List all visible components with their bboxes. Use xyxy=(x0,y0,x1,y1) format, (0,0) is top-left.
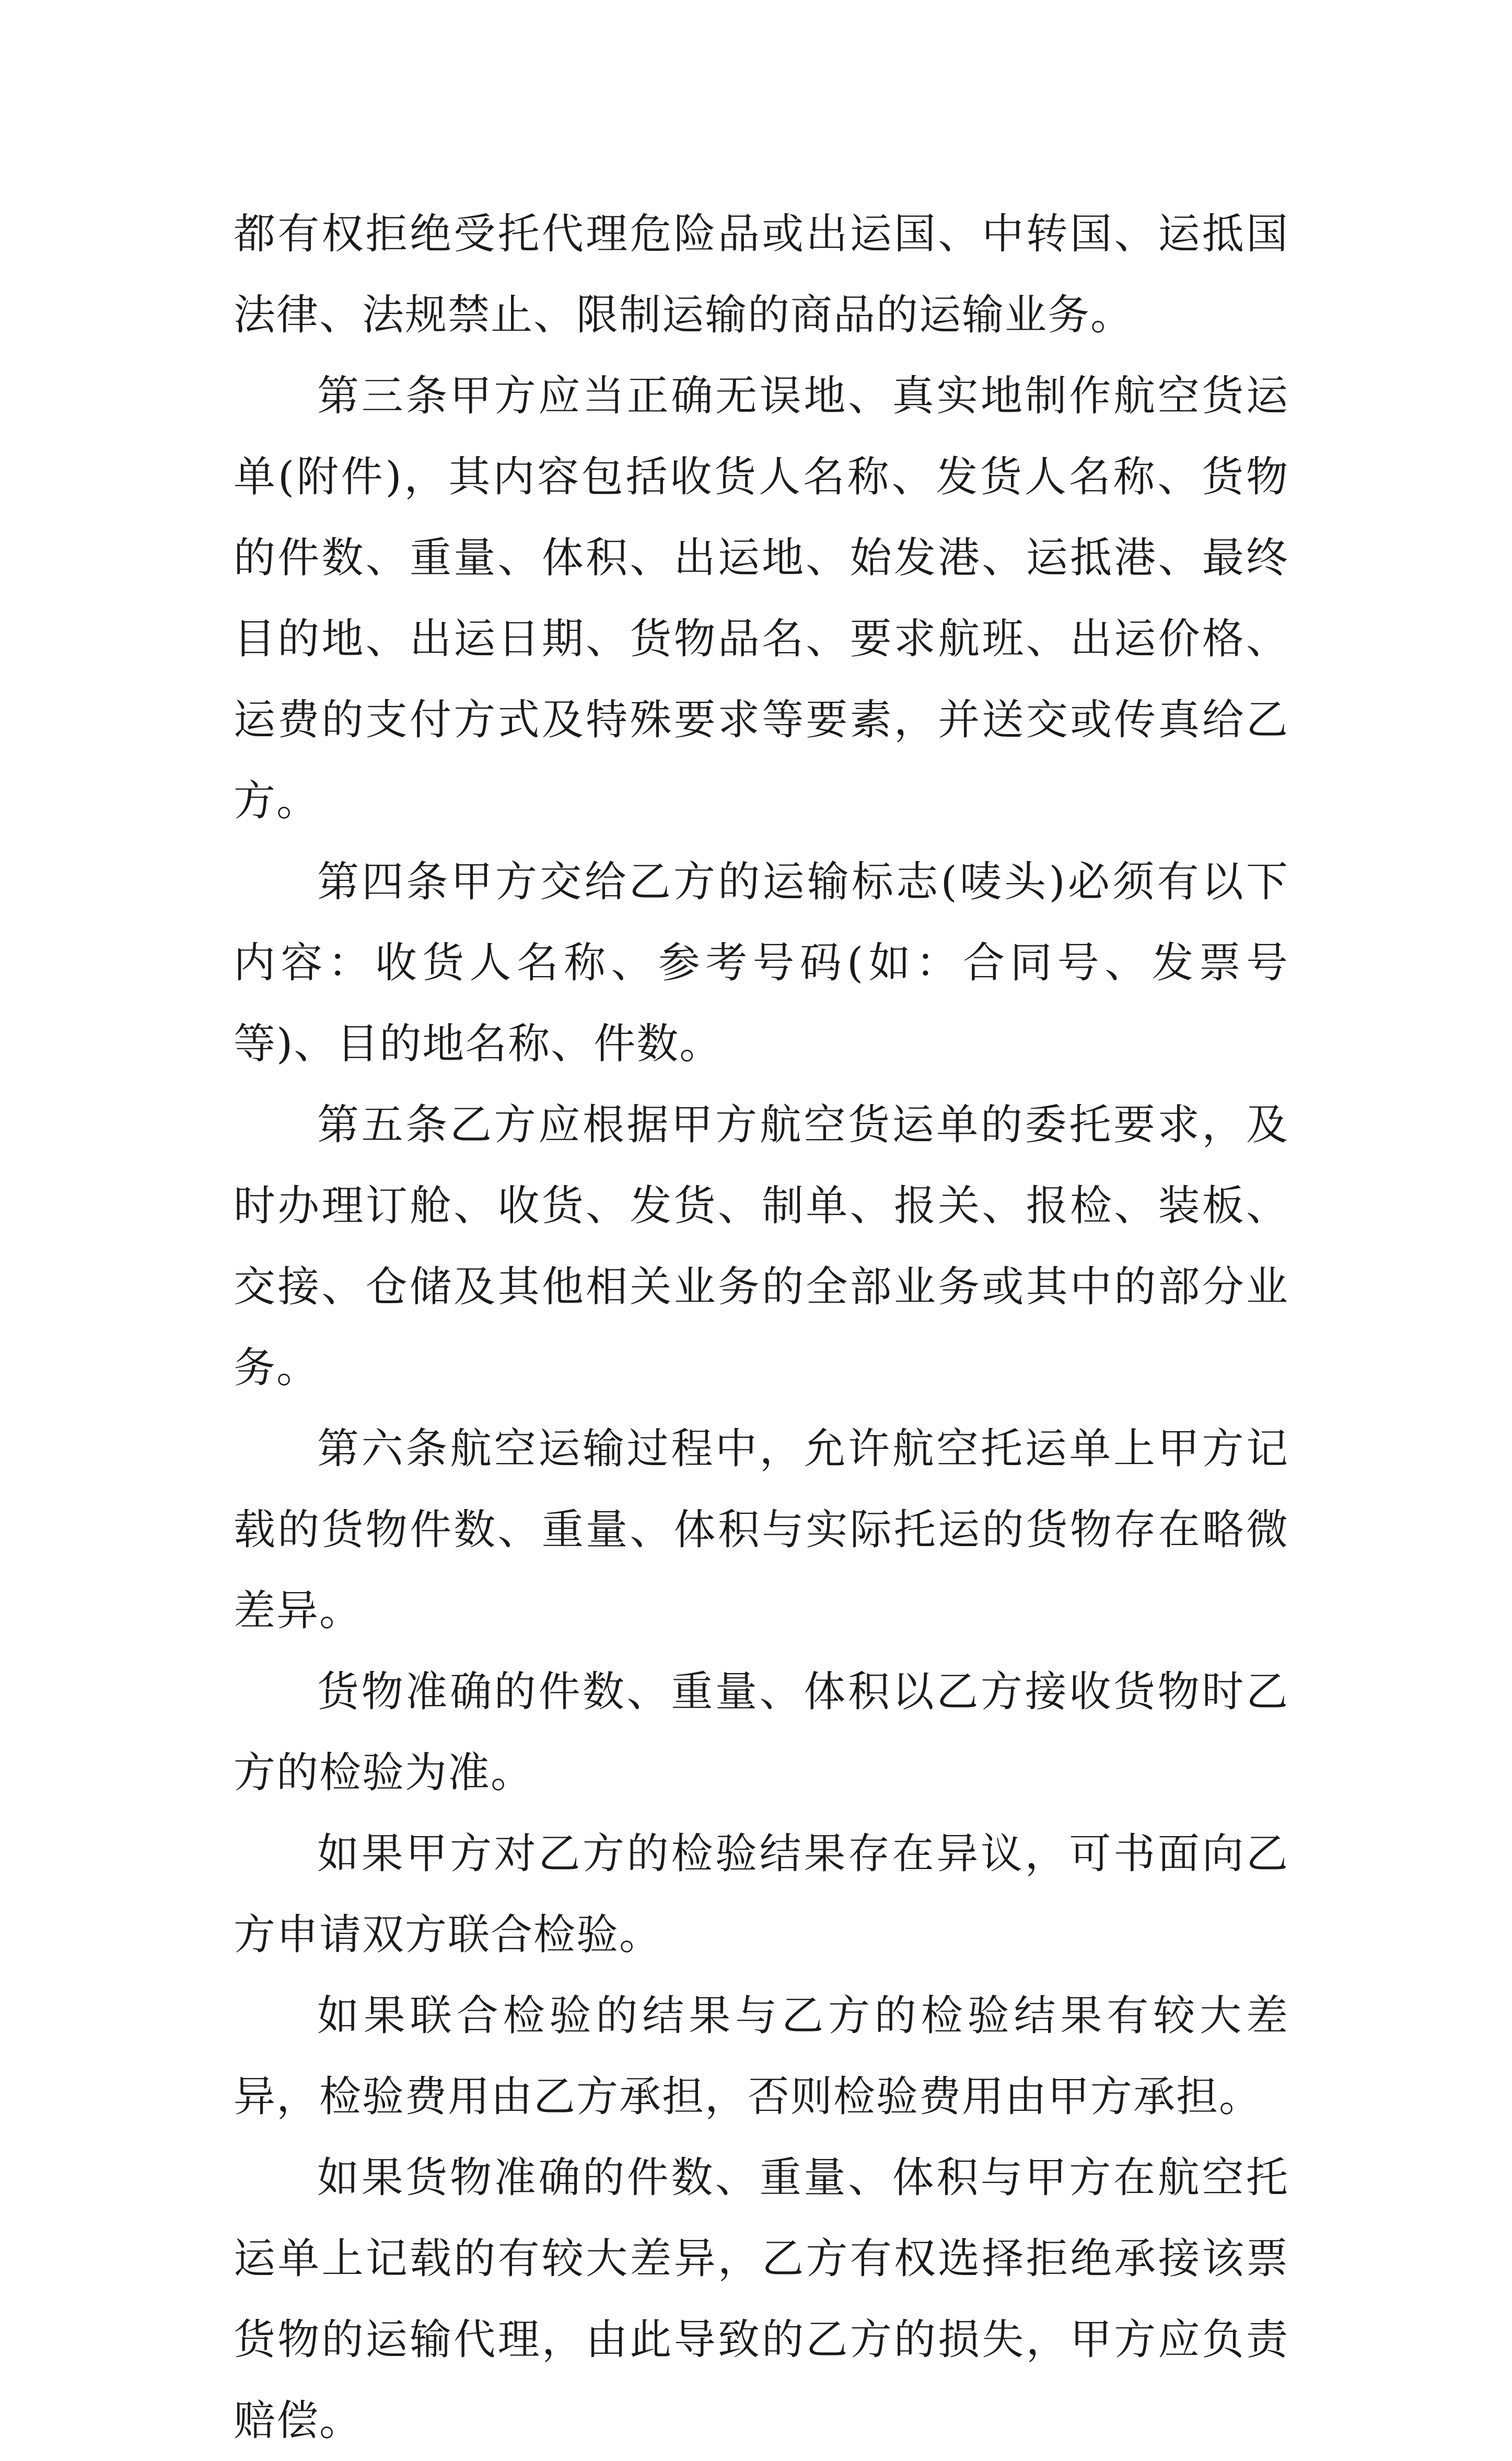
paragraph-discrepancy: 如果货物准确的件数、重量、体积与甲方在航空托运单上记载的有较大差异，乙方有权选择拒绝承接该票货物的运输代理，由此导致的乙方的损失，甲方应负责赔偿。 xyxy=(234,2153,1289,2445)
paragraph-inspection-fee: 如果联合检验的结果与乙方的检验结果有较大差异，检验费用由乙方承担，否则检验费用由甲方承担。 xyxy=(234,1991,1289,2121)
paragraph-article-6: 第六条航空运输过程中，允许航空托运单上甲方记载的货物件数、重量、体积与实际托运的货物存在略微差异。 xyxy=(234,1424,1289,1635)
paragraph-article-4: 第四条甲方交给乙方的运输标志(唛头)必须有以下内容：收货人名称、参考号码(如：合同号、发票号等)、目的地名称、件数。 xyxy=(234,857,1289,1068)
paragraph-joint-inspection: 如果甲方对乙方的检验结果存在异议，可书面向乙方申请双方联合检验。 xyxy=(234,1829,1289,1959)
document-body xyxy=(234,193,1289,2461)
paragraph-continuation: 都有权拒绝受托代理危险品或出运国、中转国、运抵国法律、法规禁止、限制运输的商品的运输业务。 xyxy=(234,210,1289,339)
paragraph-inspection-standard: 货物准确的件数、重量、体积以乙方接收货物时乙方的检验为准。 xyxy=(234,1667,1289,1797)
paragraph-article-3: 第三条甲方应当正确无误地、真实地制作航空货运单(附件)，其内容包括收货人名称、发货人名称、货物的件数、重量、体积、出运地、始发港、运抵港、最终目的地、出运日期、货物品名、要求航班、出运价格、运费的支付方式及特殊要求等要素，并送交或传真给乙方。 xyxy=(234,372,1289,825)
paragraph-article-5: 第五条乙方应根据甲方航空货运单的委托要求，及时办理订舱、收货、发货、制单、报关、报检、装板、交接、仓储及其他相关业务的全部业务或其中的部分业务。 xyxy=(234,1100,1289,1392)
